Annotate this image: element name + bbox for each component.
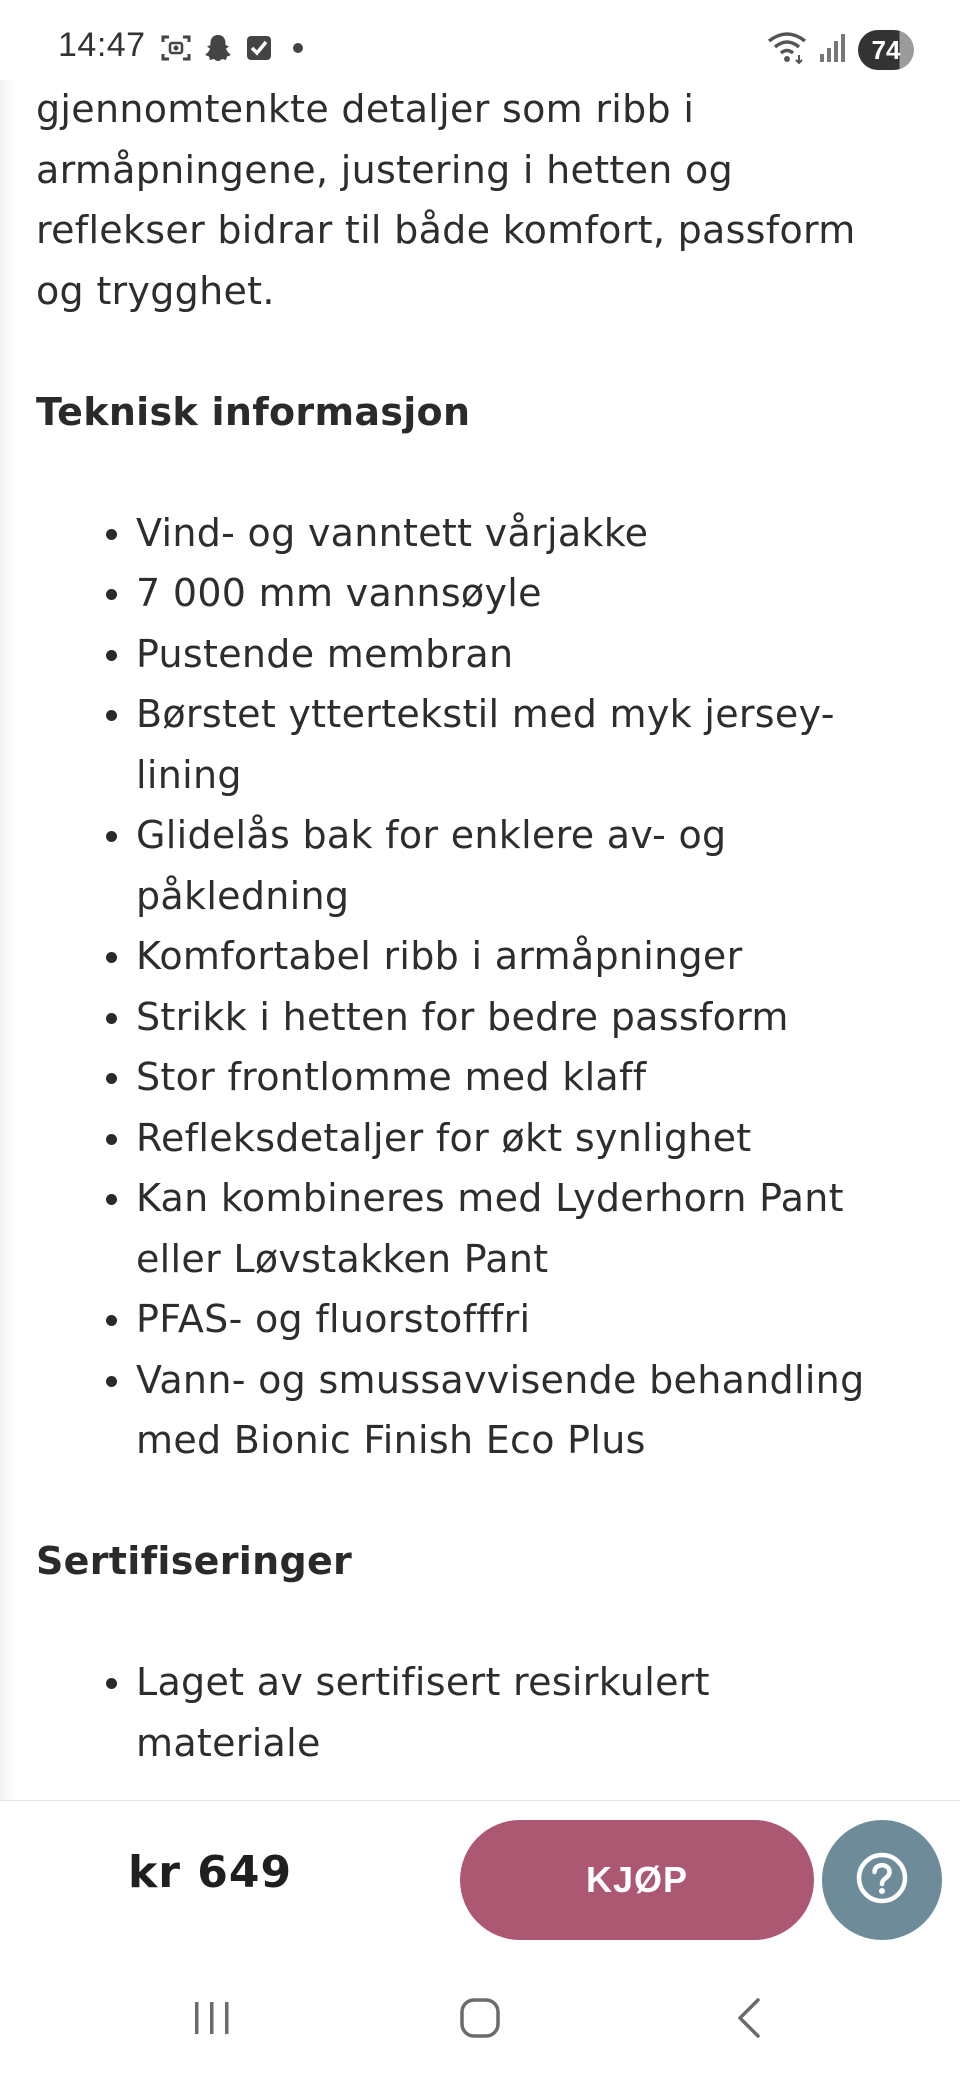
snapchat-icon (202, 32, 234, 68)
list-item: PFAS- og fluorstofffri (136, 1289, 916, 1350)
status-icons-left (160, 30, 312, 70)
status-bar (0, 0, 960, 80)
list-item: Stor frontlomme med klaff (136, 1047, 916, 1108)
recents-icon (190, 1998, 234, 2042)
list-item: Komfortabel ribb i armåpninger (136, 926, 916, 987)
screenshot-icon (160, 32, 192, 68)
technical-info-heading: Teknisk informasjon (36, 389, 471, 434)
description-body (36, 80, 916, 1773)
help-button[interactable] (822, 1820, 942, 1940)
intro-line: gjennomtenkte detaljer som ribb i (36, 87, 695, 131)
list-item: Pustende membran (136, 624, 916, 685)
list-item: Vind- og vanntett vårjakke (136, 503, 916, 564)
signal-icon (818, 32, 848, 68)
list-item: Refleksdetaljer for økt synlighet (136, 1108, 916, 1169)
help-question-icon (854, 1850, 910, 1910)
list-item: Strikk i hetten for bedre passform (136, 987, 916, 1048)
list-item: Kan kombineres med Lyderhorn Pant eller Løvstakken Pant (136, 1168, 916, 1289)
buy-button[interactable]: KJØP (460, 1820, 814, 1940)
list-item: Børstet yttertekstil med myk jersey-lining (136, 684, 916, 805)
home-icon (458, 1996, 502, 2044)
navigation-bar (0, 1960, 960, 2080)
list-item: Laget av sertifisert resirkulert materiale (136, 1652, 916, 1773)
list-item: 7 000 mm vannsøyle (136, 563, 916, 624)
back-button[interactable] (710, 1990, 790, 2050)
recents-button[interactable] (172, 1990, 252, 2050)
wifi-icon (766, 31, 808, 69)
status-time: 14:47 (58, 26, 146, 64)
list-item: Glidelås bak for enklere av- og påkledning (136, 805, 916, 926)
intro-line: og trygghet. (36, 268, 275, 313)
product-description[interactable] (0, 80, 960, 1800)
certifications-list (36, 1652, 916, 1773)
back-icon (730, 1996, 770, 2044)
list-item: Vann- og smussavvisende behandling med Bionic Finish Eco Plus (136, 1350, 916, 1471)
checkbox-app-icon (244, 33, 274, 67)
intro-paragraph (36, 80, 916, 321)
technical-info-list (36, 503, 916, 1471)
status-icons-right (766, 28, 914, 72)
price-label: kr 649 (128, 1847, 293, 1898)
buy-bar (0, 1800, 960, 1961)
certifications-heading: Sertifiseringer (36, 1539, 353, 1583)
home-button[interactable] (440, 1990, 520, 2050)
intro-line: armåpningene, justering i hetten og (36, 147, 734, 192)
notification-dot-icon (284, 34, 312, 66)
intro-line: reflekser bidrar til både komfort, passform (36, 208, 856, 252)
battery-icon: 74 (858, 30, 914, 70)
